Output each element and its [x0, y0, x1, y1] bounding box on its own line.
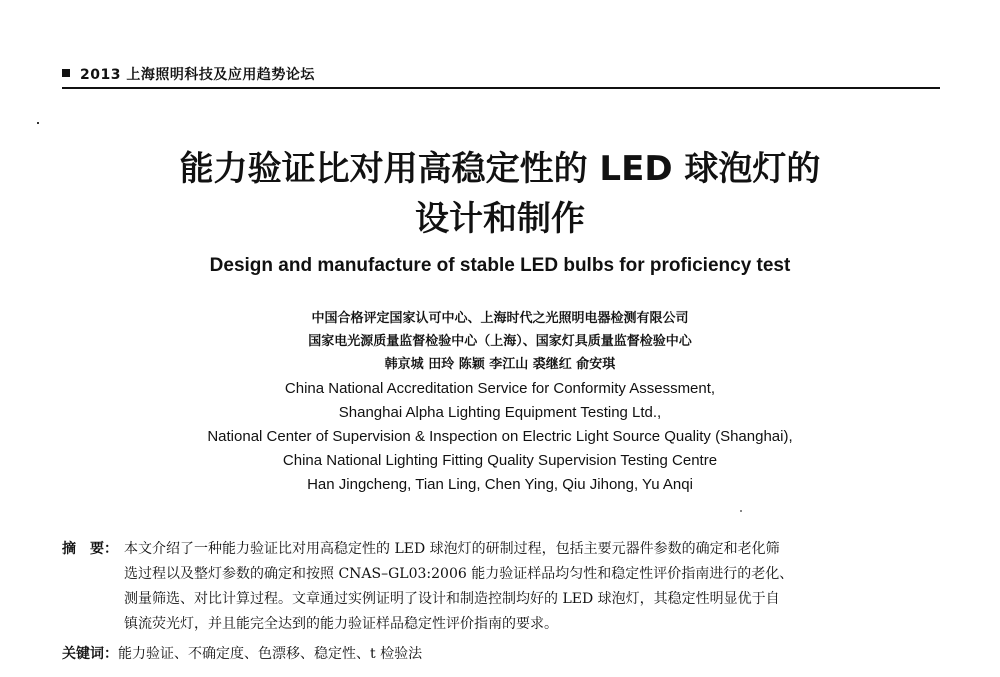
paper-title-line-1: 能力验证比对用高稳定性的 LED 球泡灯的 — [179, 149, 821, 189]
keywords-block — [62, 643, 422, 663]
running-header — [62, 64, 315, 84]
square-bullet-icon — [62, 69, 70, 77]
abstract-block — [62, 537, 932, 637]
affiliation-en-line: National Center of Supervision & Inspection on Electric Light Source Quality (Shanghai), — [207, 428, 793, 445]
affiliation-cn-line: 国家电光源质量监督检验中心（上海）、国家灯具质量监督检验中心 — [308, 334, 692, 349]
authors-en: Han Jingcheng, Tian Ling, Chen Ying, Qiu Jihong, Yu Anqi — [307, 476, 693, 493]
authors-cn: 韩京城 田玲 陈颖 李江山 裘继红 俞安琪 — [384, 357, 616, 372]
affiliation-en-line: China National Accreditation Service for Conformity Assessment, — [284, 380, 716, 397]
header-rule — [62, 87, 940, 89]
abstract-line: 镇流荧光灯，并且能完全达到的能力验证样品稳定性评价指南的要求。 — [124, 616, 558, 632]
affiliation-en-line: Shanghai Alpha Lighting Equipment Testing Ltd., — [338, 404, 662, 421]
keywords-label: 关键词： — [62, 646, 118, 662]
abstract-line: 本文介绍了一种能力验证比对用高稳定性的 LED 球泡灯的研制过程，包括主要元器件参数的确定和老化筛 — [124, 541, 780, 557]
running-header-text: 2013 上海照明科技及应用趋势论坛 — [80, 67, 315, 83]
scan-speck — [740, 510, 742, 512]
keywords-text: 能力验证、不确定度、色漂移、稳定性、t 检验法 — [118, 646, 423, 662]
abstract-body — [124, 537, 932, 637]
abstract-line: 测量筛选、对比计算过程。文章通过实例证明了设计和制造控制均好的 LED 球泡灯，其稳定性明显优于自 — [124, 591, 780, 607]
paper-title-english: Design and manufacture of stable LED bulbs for proficiency test — [209, 255, 791, 276]
affiliation-cn-line: 中国合格评定国家认可中心、上海时代之光照明电器检测有限公司 — [311, 311, 689, 326]
abstract-line: 选过程以及整灯参数的确定和按照 CNAS–GL03:2006 能力验证样品均匀性和稳定性评价指南进行的老化、 — [124, 566, 794, 582]
paper-title-line-2: 设计和制作 — [415, 199, 585, 239]
affiliation-en-line: China National Lighting Fitting Quality Supervision Testing Centre — [282, 452, 718, 469]
scan-speck — [37, 122, 39, 124]
abstract-label: 摘 要： — [62, 541, 118, 557]
